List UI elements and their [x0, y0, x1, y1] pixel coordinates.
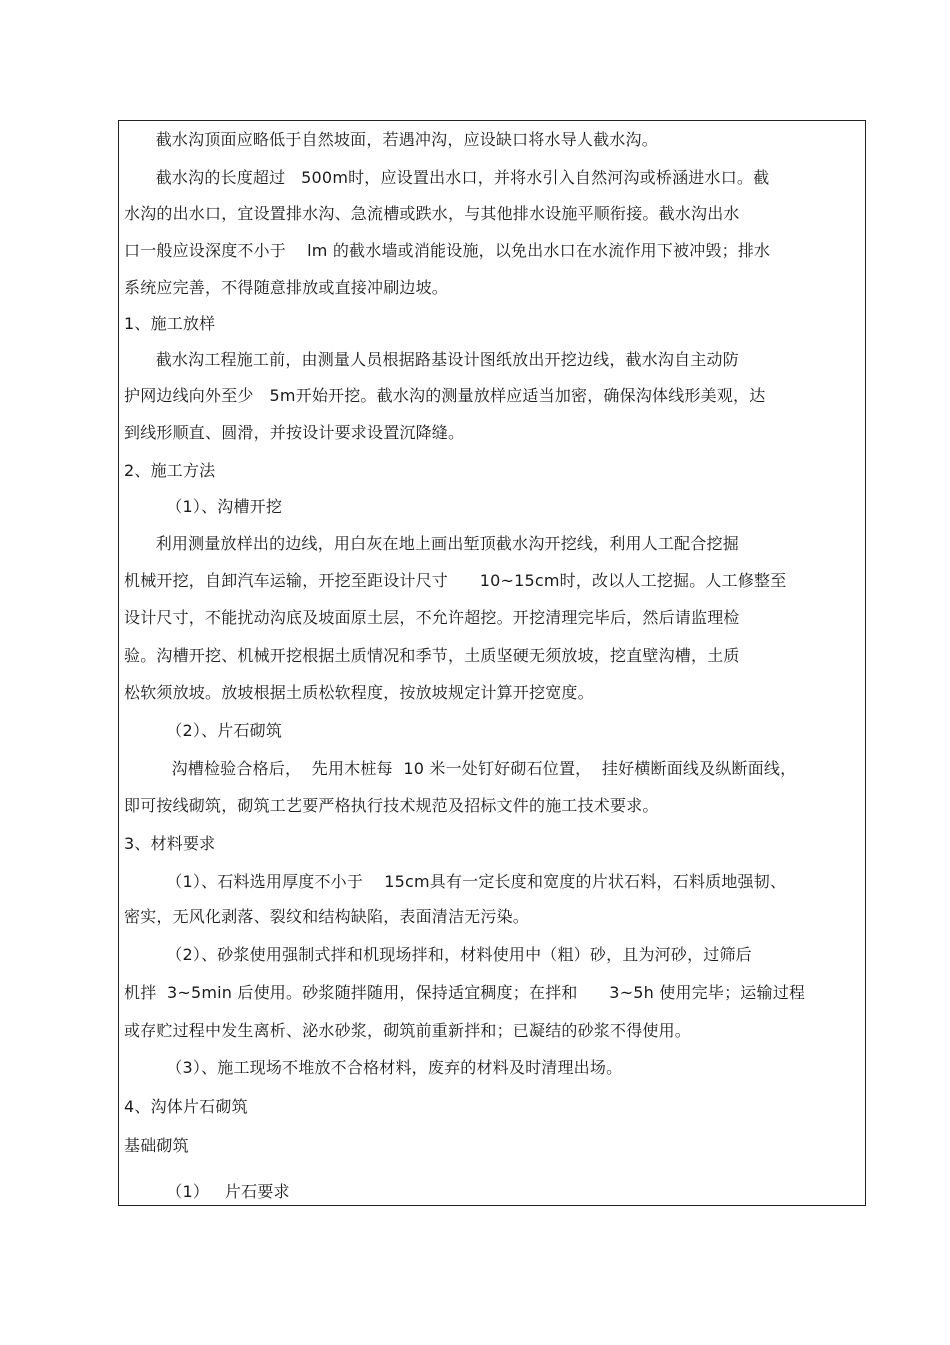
subsection-heading: （1）、沟槽开挖: [124, 497, 283, 516]
subsection-heading: 基础砌筑: [124, 1136, 189, 1155]
text-line: 设计尺寸，不能扰动沟底及坡面原土层，不允许超挖。开挖清理完毕后，然后请监理检: [124, 608, 740, 627]
text-line: 利用测量放样出的边线，用白灰在地上画出堑顶截水沟开挖线，利用人工配合挖掘: [124, 534, 739, 553]
text-line: （1）、石料选用厚度不小于 15cm具有一定长度和宽度的片状石料，石料质地强韧、: [124, 872, 787, 891]
text-line: （3）、施工现场不堆放不合格材料，废弃的材料及时清理出场。: [124, 1058, 623, 1077]
text-line: 验。沟槽开挖、机械开挖根据土质情况和季节，土质坚硬无须放坡，挖直壁沟槽，土质: [124, 646, 740, 665]
text-line: 松软须放坡。放坡根据土质松软程度，按放坡规定计算开挖宽度。: [124, 683, 594, 702]
text-line: 截水沟的长度超过 500m时，应设置出水口，并将水引入自然河沟或桥涵进水口。截: [124, 168, 770, 187]
text-line: 或存贮过程中发生离析、泌水砂浆，砌筑前重新拌和；已凝结的砂浆不得使用。: [124, 1021, 692, 1040]
text-line: 护网边线向外至少 5m开始开挖。截水沟的测量放样应适当加密，确保沟体线形美观，达: [124, 386, 766, 405]
text-line: 系统应完善，不得随意排放或直接冲刷边坡。: [124, 278, 449, 297]
text-line: 截水沟顶面应略低于自然坡面，若遇冲沟，应设缺口将水导人截水沟。: [124, 130, 658, 149]
text-line: 机械开挖，自卸汽车运输，开挖至距设计尺寸 10~15cm时，改以人工挖掘。人工修整至: [124, 571, 787, 590]
section-heading: 4、沟体片石砌筑: [124, 1097, 248, 1116]
text-line: 到线形顺直、圆滑，并按设计要求设置沉降缝。: [124, 423, 465, 442]
section-heading: 1、施工放样: [124, 314, 216, 333]
text-line: 水沟的出水口，宜设置排水沟、急流槽或跌水，与其他排水设施平顺衔接。截水沟出水: [124, 204, 740, 223]
text-line: 机拌 3~5min 后使用。砂浆随拌随用，保持适宜稠度；在拌和 3~5h 使用完毕；运输过程: [124, 983, 806, 1002]
text-line: （2）、砂浆使用强制式拌和机现场拌和，材料使用中（粗）砂，且为河砂，过筛后: [124, 945, 752, 964]
section-heading: 2、施工方法: [124, 461, 216, 480]
text-line: 即可按线砌筑，砌筑工艺要严格执行技术规范及招标文件的施工技术要求。: [124, 796, 659, 815]
subsection-heading: （1） 片石要求: [124, 1182, 290, 1201]
text-line: 口一般应设深度不小于 lm 的截水墙或消能设施，以免出水口在水流作用下被冲毁；排水: [124, 241, 771, 260]
text-line: 沟槽检验合格后， 先用木桩每 10 米一处钉好砌石位置， 挂好横断面线及纵断面线，: [124, 759, 797, 778]
text-line: 密实，无风化剥落、裂纹和结构缺陷，表面清洁无污染。: [124, 907, 530, 926]
section-heading: 3、材料要求: [124, 834, 216, 853]
subsection-heading: （2）、片石砌筑: [124, 721, 283, 740]
text-line: 截水沟工程施工前，由测量人员根据路基设计图纸放出开挖边线，截水沟自主动防: [124, 350, 739, 369]
